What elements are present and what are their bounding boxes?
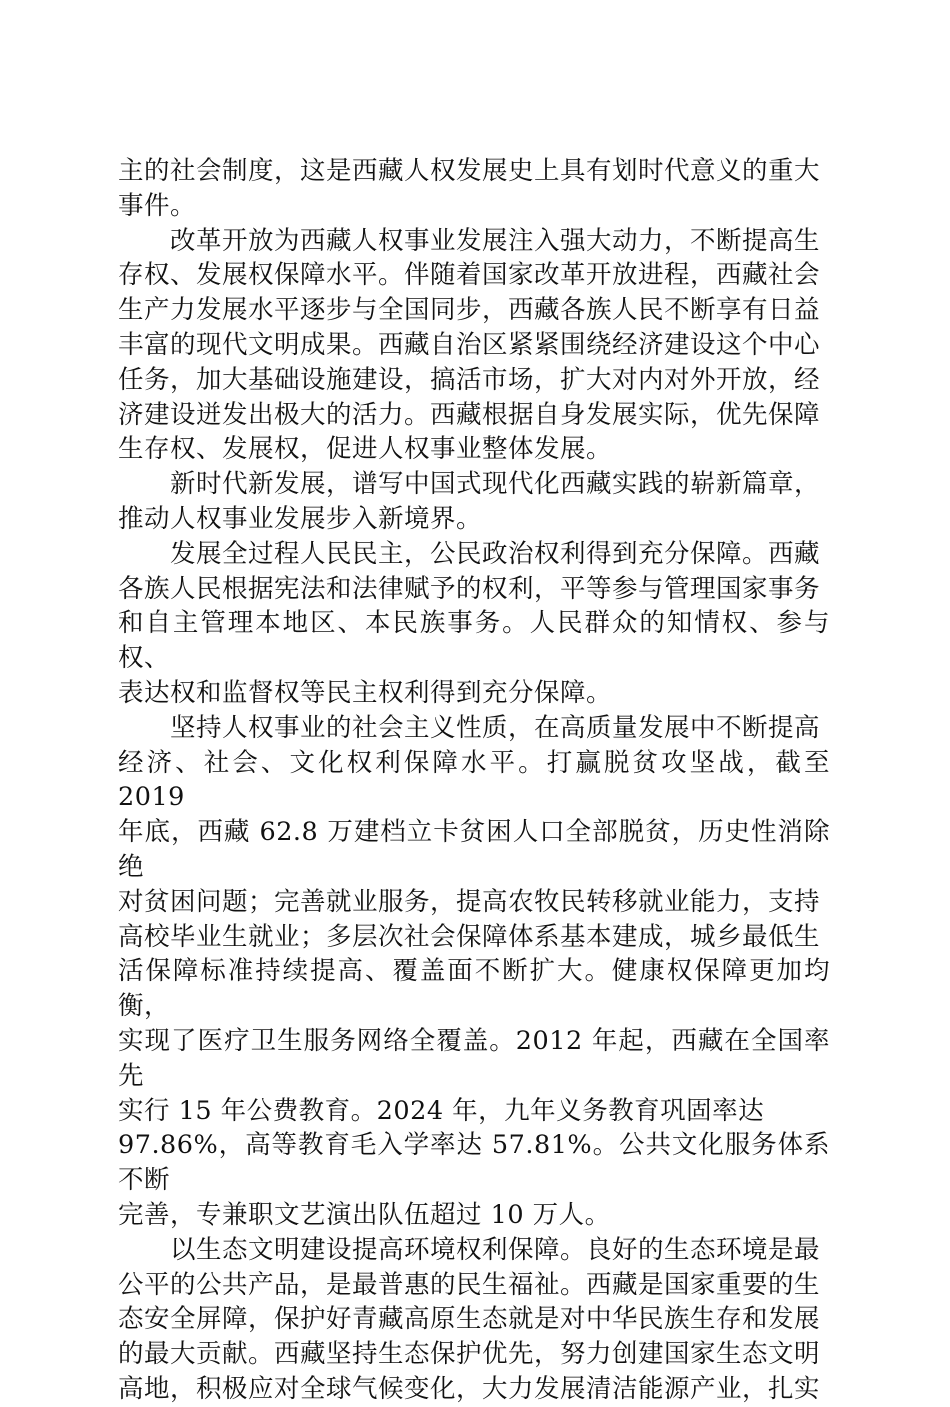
paragraph-economic-social-rights: 坚持人权事业的社会主义性质，在高质量发展中不断提高 经济、社会、文化权利保障水平。打赢脱贫攻坚战，截至 2019 年底，西藏 62.8 万建档立卡贫困人口全部脱贫，历史性消除绝 对贫困问题；完善就业服务，提高农牧民转移就业能力，支持 高校毕业生就业；多层次社会保障体系基本建成，城乡最低生 活保障标准持续提高、覆盖面不断扩大。健康权保障更加均衡， 实现了医疗卫生服务网络全覆盖。2012 年起，西藏在全国率先 实行 15 年公费教育。2024 年，九年义务教育巩固率达 97.86%，高等教育毛入学率达 57.81%。公共文化服务体系不断 完善，专兼职文艺演出队伍超过 10 万人。 (118, 712, 830, 1230)
paragraph-political-rights: 发展全过程人民民主，公民政治权利得到充分保障。西藏 各族人民根据宪法和法律赋予的权利，平等参与管理国家事务 和自主管理本地区、本民族事务。人民群众的知情权、参与权、 表达权和监督权等民主权利得到充分保障。 (118, 538, 830, 708)
document-body (118, 154, 830, 1407)
paragraph-new-era: 新时代新发展，谱写中国式现代化西藏实践的崭新篇章， 推动人权事业发展步入新境界。 (118, 469, 821, 534)
paragraph-continuation: 主的社会制度，这是西藏人权发展史上具有划时代意义的重大 事件。 (118, 156, 821, 221)
paragraph-reform-opening: 改革开放为西藏人权事业发展注入强大动力，不断提高生 存权、发展权保障水平。伴随着国家改革开放进程，西藏社会 生产力发展水平逐步与全国同步，西藏各族人民不断享有日益 丰富的现代文明成果。西藏自治区紧紧围绕经济建设这个中心 任务，加大基础设施建设，搞活市场，扩大对内对外开放，经 济建设迸发出极大的活力。西藏根据自身发展实际，优先保障 生存权、发展权，促进人权事业整体发展。 (118, 225, 821, 465)
paragraph-environmental-rights: 以生态文明建设提高环境权利保障。良好的生态环境是最 公平的公共产品，是最普惠的民生福祉。西藏是国家重要的生 态安全屏障，保护好青藏高原生态就是对中华民族生存和发展 的最大贡献。西藏坚持生态保护优先，努力创建国家生态文明 高地，积极应对全球气候变化，大力发展清洁能源产业，扎实 (118, 1234, 821, 1404)
